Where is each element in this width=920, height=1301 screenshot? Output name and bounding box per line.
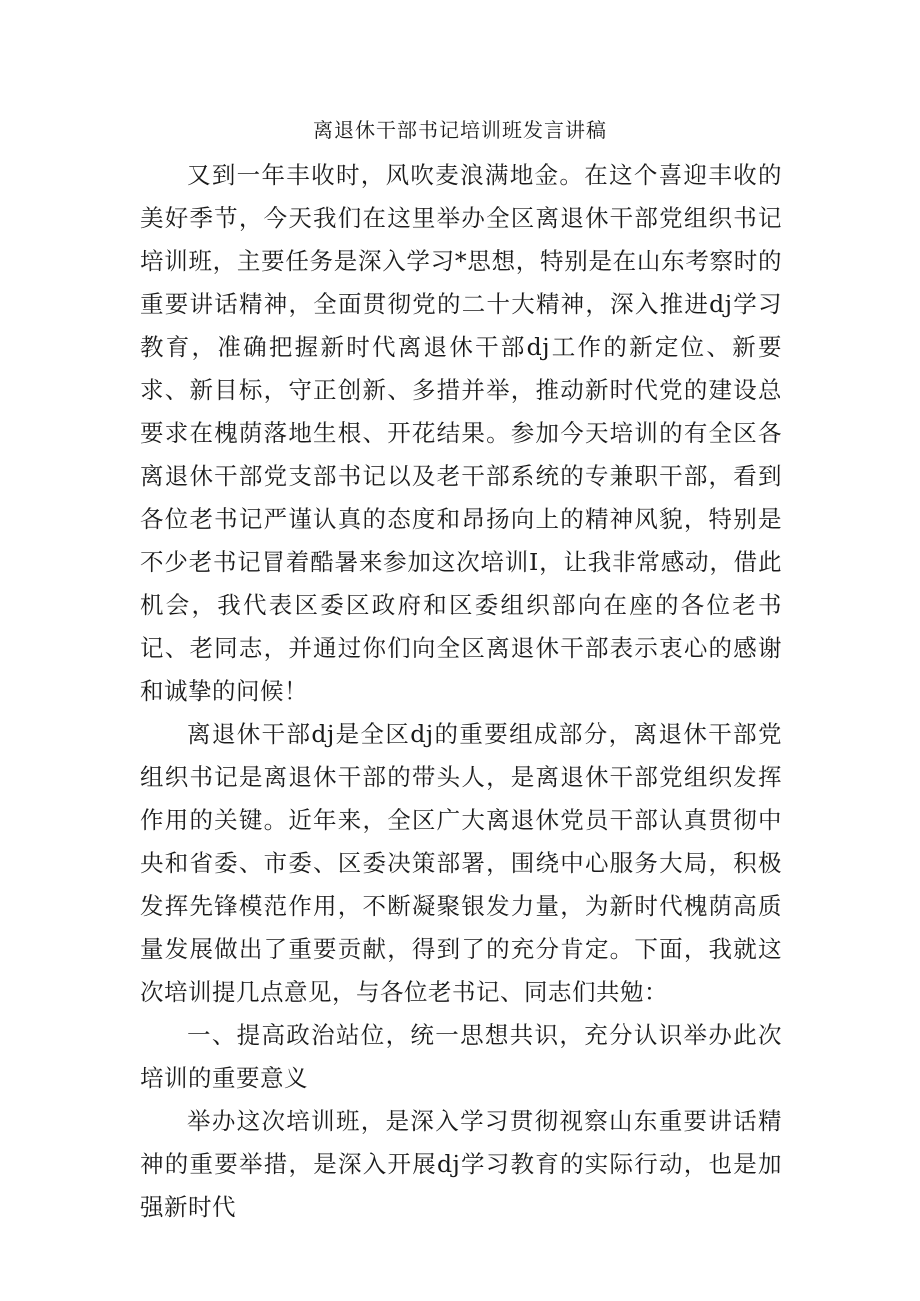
- paragraph-opening: 又到一年丰收时，风吹麦浪满地金。在这个喜迎丰收的美好季节，今天我们在这里举办全区离退休干部党组织书记培训班，主要任务是深入学习*思想，特别是在山东考察时的重要讲话精神，全面贯彻党的二十大精神，深入推进dj学习教育，准确把握新时代离退休干部dj工作的新定位、新要求、新目标，守正创新、多措并举，推动新时代党的建设总要求在槐荫落地生根、开花结果。参加今天培训的有全区各离退休干部党支部书记以及老干部系统的专兼职干部，看到各位老书记严谨认真的态度和昂扬向上的精神风貌，特别是不少老书记冒着酷暑来参加这次培训I，让我非常感动，借此机会，我代表区委区政府和区委组织部向在座的各位老书记、老同志，并通过你们向全区离退休干部表示衷心的感谢和诚挚的问候！: [140, 161, 782, 705]
- document-title: 离退休干部书记培训班发言讲稿: [313, 118, 607, 142]
- document-body: [140, 154, 782, 1229]
- paragraph-background: 离退休干部dj是全区dj的重要组成部分，离退休干部党组织书记是离退休干部的带头人，是离退休干部党组织发挥作用的关键。近年来，全区广大离退休党员干部认真贯彻中央和省委、市委、区委决策部署，围绕中心服务大局，积极发挥先锋模范作用，不断凝聚银发力量，为新时代槐荫高质量发展做出了重要贡献，得到了的充分肯定。下面，我就这次培训提几点意见，与各位老书记、同志们共勉：: [140, 720, 782, 1006]
- section-heading-1: 一、提高政治站位，统一思想共识，充分认识举办此次培训的重要意义: [140, 1021, 782, 1092]
- paragraph-section-1: 举办这次培训班，是深入学习贯彻视察山东重要讲话精神的重要举措，是深入开展dj学习教育的实际行动，也是加强新时代: [140, 1107, 782, 1221]
